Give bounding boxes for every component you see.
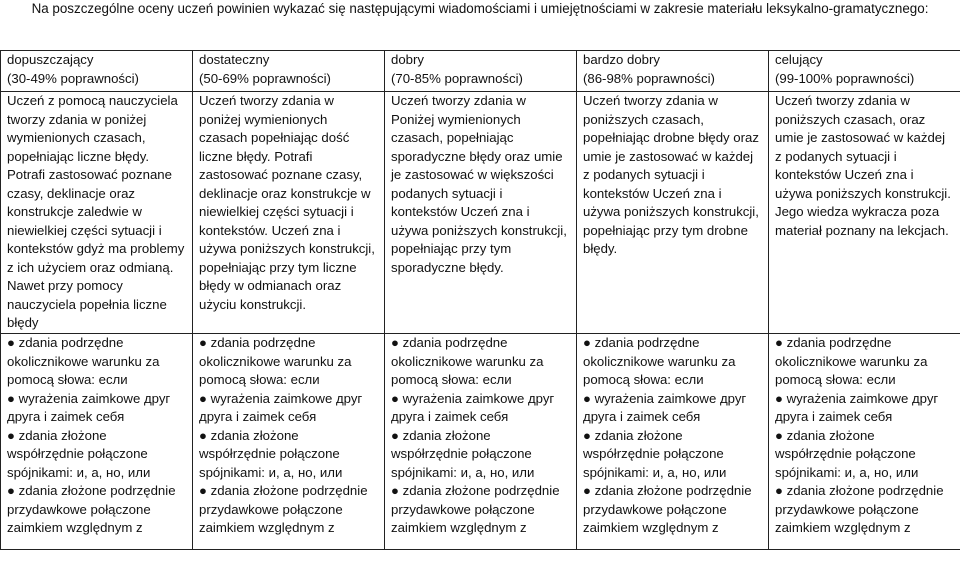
skill-item: ● zdania złożone współrzędnie połączone spójnikami: и, а, но, или — [775, 427, 919, 480]
grade-range: (50-69% poprawności) — [199, 70, 331, 86]
skill-item: ● zdania złożone podrzędnie przydawkowe połączone zaimkiem względnym z — [583, 483, 752, 535]
grade-skills — [577, 334, 769, 550]
skill-item: ● zdania złożone podrzędnie przydawkowe połączone zaimkiem względnym z — [7, 483, 176, 535]
grade-name: dobry — [391, 52, 424, 67]
grade-header-cell — [385, 51, 577, 92]
grade-range: (70-85% poprawności) — [391, 70, 523, 86]
skill-item: ● zdania złożone podrzędnie przydawkowe połączone zaimkiem względnym z — [199, 483, 368, 535]
skill-item: ● zdania złożone współrzędnie połączone spójnikami: и, а, но, или — [391, 427, 535, 480]
skill-item: ● zdania podrzędne okolicznikowe warunku za pomocą słowa: если — [199, 335, 352, 387]
skill-item: ● zdania podrzędne okolicznikowe warunku za pomocą słowa: если — [583, 335, 736, 387]
skill-item: ● wyrażenia zaimkowe друг друга i zaimek себя — [7, 390, 171, 424]
skill-item: ● wyrażenia zaimkowe друг друга i zaimek себя — [775, 390, 939, 424]
skill-item: ● zdania złożone podrzędnie przydawkowe połączone zaimkiem względnym z — [775, 483, 944, 535]
grade-description-row — [1, 92, 960, 334]
grade-skills — [385, 334, 577, 550]
skill-item: ● wyrażenia zaimkowe друг друга i zaimek себя — [199, 390, 363, 424]
skill-item: ● zdania podrzędne okolicznikowe warunku za pomocą słowa: если — [7, 335, 160, 387]
grade-skills — [193, 334, 385, 550]
grade-header-cell — [577, 51, 769, 92]
intro-text: Na poszczególne oceny uczeń powinien wykazać się następującymi wiadomościami i umiejętnościami w zakresie materiału leksykalno-gramatycznego: — [31, 1, 929, 16]
grade-header-row — [1, 51, 960, 92]
skill-item: ● wyrażenia zaimkowe друг друга i zaimek себя — [391, 390, 555, 424]
grade-description: Uczeń tworzy zdania w Poniżej wymienionych czasach, popełniając sporadyczne błędy oraz umie je zastosować w większości podanych sytuacji i kontekstów Uczeń zna i używa poniższych konstrukcji, popełniając przy tym sporadyczne błędy. — [385, 92, 577, 334]
grade-description: Uczeń tworzy zdania w poniższych czasach, popełniając drobne błędy oraz umie je zastosować w każdej z podanych sytuacji i kontekstów Uczeń zna i używa poniższych konstrukcji, popełniając przy tym drobne błędy. — [577, 92, 769, 334]
skill-item: ● zdania złożone współrzędnie połączone spójnikami: и, а, но, или — [583, 427, 727, 480]
grade-header-cell — [769, 51, 960, 92]
grade-range: (99-100% poprawności) — [775, 70, 915, 86]
grade-name: dopuszczający — [7, 52, 94, 67]
skill-item: ● zdania złożone współrzędnie połączone spójnikami: и, а, но, или — [7, 427, 151, 480]
grade-header-cell — [193, 51, 385, 92]
grade-skills-row — [1, 334, 960, 550]
grade-range: (30-49% poprawności) — [7, 70, 139, 86]
grade-description: Uczeń tworzy zdania w poniższych czasach, oraz umie je zastosować w każdej z podanych sytuacji i kontekstów Uczeń zna i używa poniższych konstrukcji. Jego wiedza wykracza poza materiał poznany na lekcjach. — [769, 92, 960, 334]
skill-item: ● wyrażenia zaimkowe друг друга i zaimek себя — [583, 390, 747, 424]
skill-item: ● zdania podrzędne okolicznikowe warunku za pomocą słowa: если — [391, 335, 544, 387]
grade-header-cell — [1, 51, 193, 92]
skill-item: ● zdania złożone podrzędnie przydawkowe połączone zaimkiem względnym z — [391, 483, 560, 535]
grade-range: (86-98% poprawności) — [583, 70, 715, 86]
skill-item: ● zdania złożone współrzędnie połączone spójnikami: и, а, но, или — [199, 427, 343, 480]
grade-skills — [769, 334, 960, 550]
grades-table — [0, 50, 960, 550]
skill-item: ● zdania podrzędne okolicznikowe warunku za pomocą słowa: если — [775, 335, 928, 387]
grade-skills — [1, 334, 193, 550]
grade-description: Uczeń tworzy zdania w poniżej wymienionych czasach popełniając dość liczne błędy. Potrafi zastosować poznane czasy, deklinacje oraz konstrukcje w niewielkiej części sytuacji i kontekstów. Uczeń zna i używa poniższych konstrukcji, popełniając przy tym liczne błędy w odmianach oraz użyciu konstrukcji. — [193, 92, 385, 334]
grade-name: bardzo dobry — [583, 52, 660, 67]
grade-name: celujący — [775, 52, 823, 67]
grade-name: dostateczny — [199, 52, 270, 67]
grade-description: Uczeń z pomocą nauczyciela tworzy zdania w poniżej wymienionych czasach, popełniając liczne błędy. Potrafi zastosować poznane czasy, deklinacje oraz konstrukcje zaledwie w niewielkiej części sytuacji i kontekstów gdyż ma problemy z ich użyciem oraz odmianą. Nawet przy pomocy nauczyciela popełnia liczne błędy — [1, 92, 193, 334]
